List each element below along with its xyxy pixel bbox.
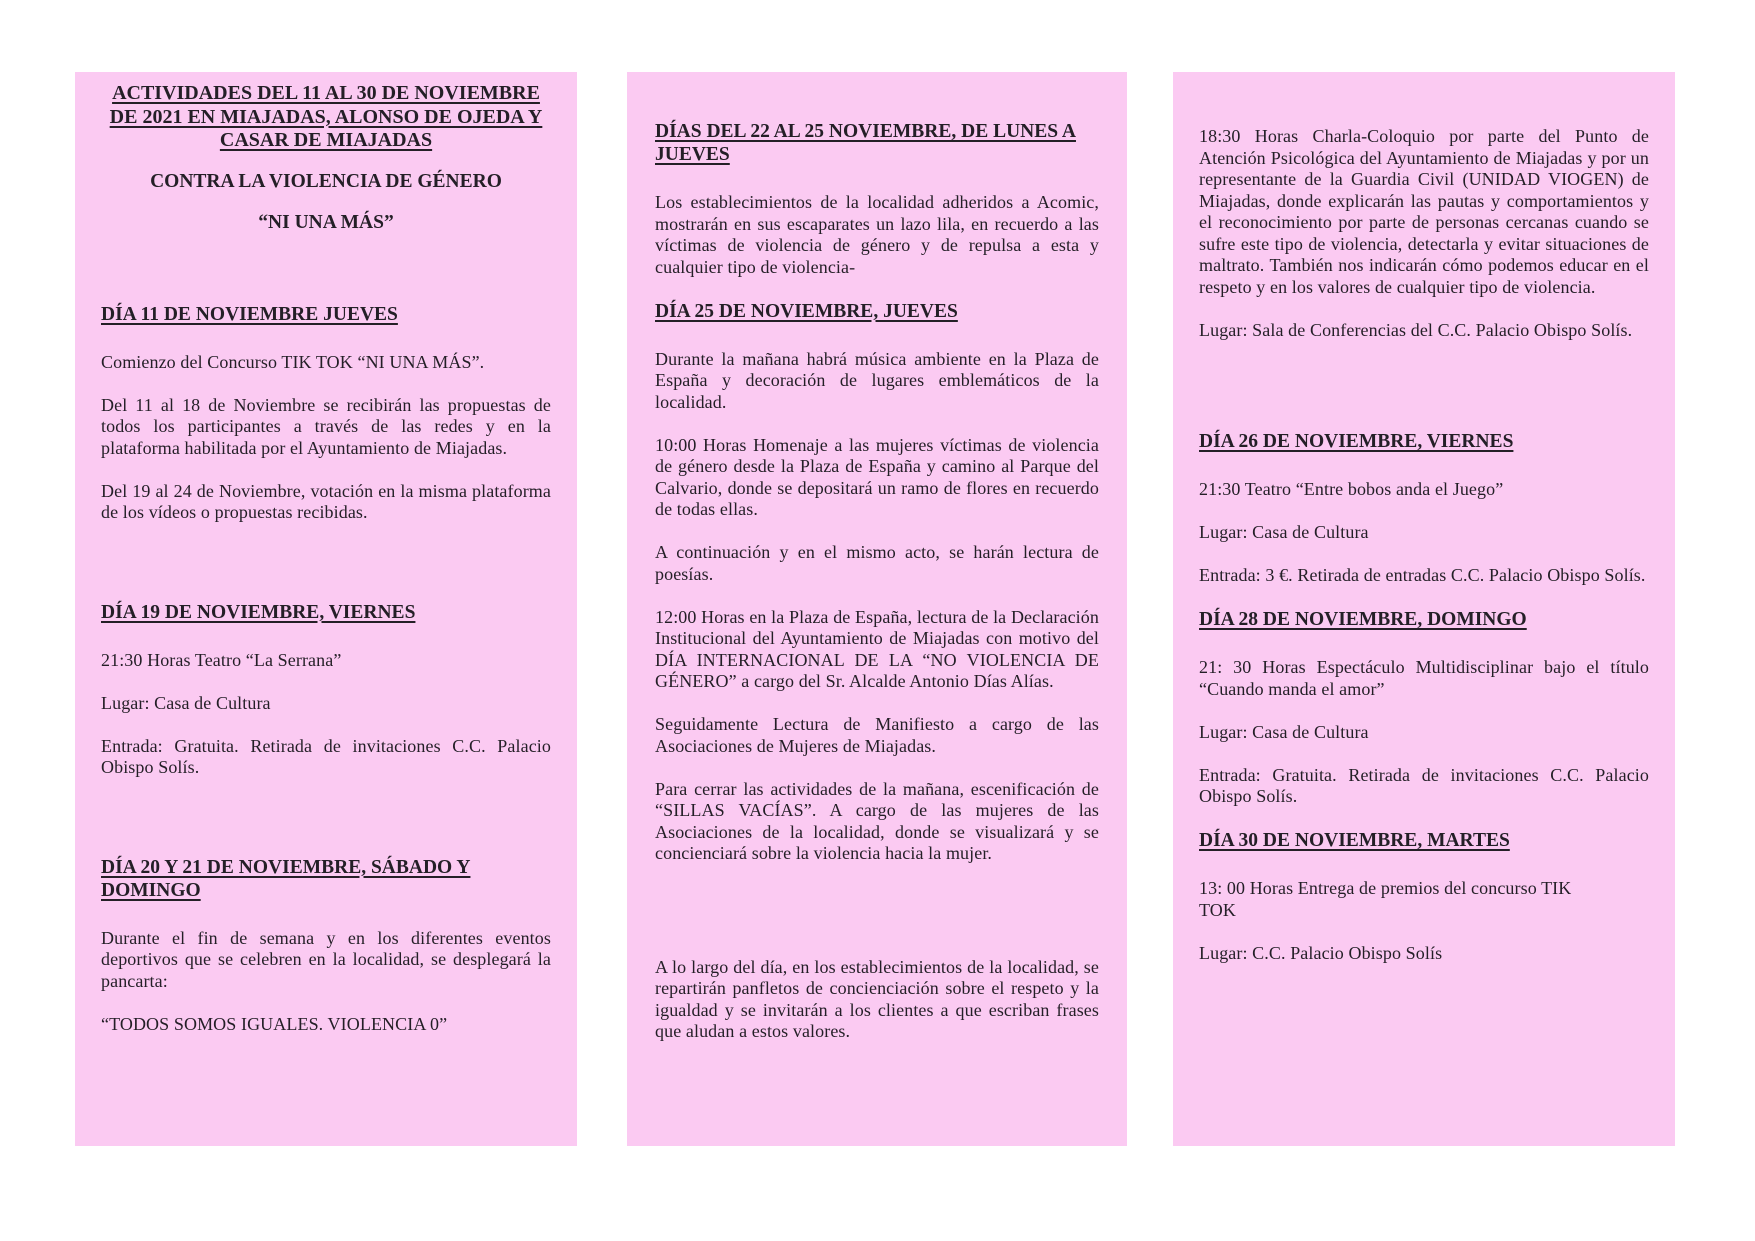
- paragraph-lazo-lila: Los establecimientos de la localidad adheridos a Acomic, mostrarán en sus escaparates un lazo lila, en recuerdo a las víctimas de violencia de género y de repulsa a esta y cualquier tipo de violencia-: [655, 192, 1099, 277]
- paragraph-homenaje-mujeres: 10:00 Horas Homenaje a las mujeres víctimas de violencia de género desde la Plaza de España y camino al Parque del Calvario, donde se depositará un ramo de flores en recuerdo de todas ellas.: [655, 434, 1099, 519]
- paragraph-votacion: Del 19 al 24 de Noviembre, votación en la misma plataforma de los vídeos o propuestas recibidas.: [101, 480, 551, 522]
- heading-dia-20-21-noviembre: DÍA 20 Y 21 DE NOVIEMBRE, SÁBADO Y DOMINGO: [101, 856, 471, 901]
- flyer-slogan: “NI UNA MÁS”: [258, 211, 394, 233]
- paragraph-sillas-vacias: Para cerrar las actividades de la mañana, escenificación de “SILLAS VACÍAS”. A cargo de las mujeres de las Asociaciones de la localidad, donde se visualizará y se concienciará sobre la violencia hacia la mujer.: [655, 778, 1099, 863]
- paragraph-todos-somos-iguales: “TODOS SOMOS IGUALES. VIOLENCIA 0”: [101, 1013, 448, 1034]
- paragraph-musica-ambiente: Durante la mañana habrá música ambiente en la Plaza de España y decoración de lugares emblemáticos de la localidad.: [655, 348, 1099, 412]
- paragraph-lugar-casa-cultura-1: Lugar: Casa de Cultura: [101, 692, 271, 713]
- heading-dia-26-noviembre: DÍA 26 DE NOVIEMBRE, VIERNES: [1199, 431, 1514, 452]
- flyer-title-line-3: CASAR DE MIAJADAS: [219, 129, 433, 151]
- paragraph-entrada-gratuita-2: Entrada: Gratuita. Retirada de invitaciones C.C. Palacio Obispo Solís.: [1199, 764, 1649, 806]
- paragraph-lectura-poesias: A continuación y en el mismo acto, se harán lectura de poesías.: [655, 542, 1099, 584]
- paragraph-panfletos: A lo largo del día, en los establecimientos de la localidad, se repartirán panfletos de concienciación sobre el respeto y la igualdad y se invitarán a los clientes a que escriban frases que aludan a estos valores.: [655, 956, 1099, 1041]
- panel-right: [1173, 72, 1675, 1146]
- panel-left: [75, 72, 577, 1146]
- paragraph-concurso-tiktok: Comienzo del Concurso TIK TOK “NI UNA MÁS”.: [101, 351, 485, 372]
- heading-dia-30-noviembre: DÍA 30 DE NOVIEMBRE, MARTES: [1199, 830, 1510, 851]
- paragraph-propuestas: Del 11 al 18 de Noviembre se recibirán las propuestas de todos los participantes a través de las redes y en la plataforma habilitada por el Ayuntamiento de Miajadas.: [101, 394, 551, 458]
- paragraph-lugar-palacio-obispo: Lugar: C.C. Palacio Obispo Solís: [1199, 942, 1443, 963]
- flyer-title-line-1: ACTIVIDADES DEL 11 AL 30 DE NOVIEMBRE: [112, 82, 540, 104]
- paragraph-lugar-sala-conferencias: Lugar: Sala de Conferencias del C.C. Palacio Obispo Solís.: [1199, 319, 1633, 340]
- paragraph-lugar-casa-cultura-2: Lugar: Casa de Cultura: [1199, 522, 1369, 542]
- flyer-title-line-2: DE 2021 EN MIAJADAS, ALONSO DE OJEDA Y: [109, 105, 543, 128]
- panel-center: [627, 72, 1127, 1146]
- paragraph-entrega-premios-line-2: TOK: [1199, 899, 1236, 920]
- paragraph-declaracion-institucional: 12:00 Horas en la Plaza de España, lectura de la Declaración Institucional del Ayuntamiento de Miajadas con motivo del DÍA INTERNACIONAL DE LA “NO VIOLENCIA DE GÉNERO” a cargo del Sr. Alcalde Antonio Días Alías.: [655, 606, 1099, 691]
- flyer-subtitle: CONTRA LA VIOLENCIA DE GÉNERO: [150, 170, 502, 192]
- heading-dia-19-noviembre: DÍA 19 DE NOVIEMBRE, VIERNES: [101, 601, 416, 623]
- paragraph-entrada-3-euros: Entrada: 3 €. Retirada de entradas C.C. Palacio Obispo Solís.: [1199, 565, 1646, 585]
- paragraph-teatro-entre-bobos: 21:30 Teatro “Entre bobos anda el Juego”: [1199, 479, 1504, 499]
- paragraph-espectaculo-multidisciplinar: 21: 30 Horas Espectáculo Multidisciplinar bajo el título “Cuando manda el amor”: [1199, 657, 1649, 699]
- paragraph-lugar-casa-cultura-3: Lugar: Casa de Cultura: [1199, 721, 1369, 742]
- paragraph-entrega-premios-line-1: 13: 00 Horas Entrega de premios del concurso TIK: [1199, 878, 1572, 898]
- paragraph-teatro-la-serrana: 21:30 Horas Teatro “La Serrana”: [101, 649, 342, 670]
- paragraph-entrega-premios: [1199, 878, 1649, 921]
- heading-dia-28-noviembre: DÍA 28 DE NOVIEMBRE, DOMINGO: [1199, 609, 1527, 630]
- paragraph-entrada-gratuita-1: Entrada: Gratuita. Retirada de invitaciones C.C. Palacio Obispo Solís.: [101, 735, 551, 777]
- paragraph-pancarta: Durante el fin de semana y en los diferentes eventos deportivos que se celebren en la localidad, se desplegará la pancarta:: [101, 927, 551, 991]
- heading-dia-25-noviembre: DÍA 25 DE NOVIEMBRE, JUEVES: [655, 300, 958, 322]
- heading-dias-22-25-noviembre: DÍAS DEL 22 AL 25 NOVIEMBRE, DE LUNES A JUEVES: [655, 121, 1076, 165]
- paragraph-lectura-manifiesto: Seguidamente Lectura de Manifiesto a cargo de las Asociaciones de Mujeres de Miajadas.: [655, 714, 1099, 756]
- flyer-title: [101, 82, 551, 153]
- heading-dia-11-noviembre: DÍA 11 DE NOVIEMBRE JUEVES: [101, 303, 398, 325]
- paragraph-charla-coloquio: 18:30 Horas Charla-Coloquio por parte del Punto de Atención Psicológica del Ayuntamiento de Miajadas y por un representante de la Guardia Civil (UNIDAD VIOGEN) de Miajadas, donde explicarán las pautas y comportamientos y el reconocimiento por parte de personas cercanas cuando se sufre este tipo de violencia, detectarla y evitar situaciones de maltrato. También nos indicarán cómo podemos educar en el respeto y en los valores de cualquier tipo de violencia.: [1199, 126, 1649, 297]
